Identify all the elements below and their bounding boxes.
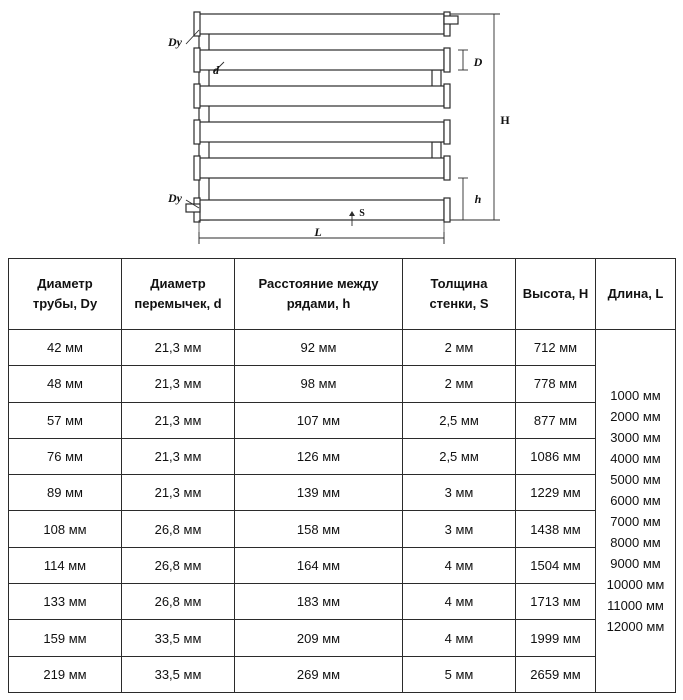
length-item: 2000 мм <box>610 408 661 424</box>
cell-h: 126 мм <box>235 438 403 474</box>
length-item: 8000 мм <box>610 535 661 551</box>
cell-d: 26,8 мм <box>122 511 235 547</box>
cell-height: 1999 мм <box>516 620 596 656</box>
header-height <box>516 259 596 330</box>
length-item: 12000 мм <box>606 619 665 635</box>
label-L: L <box>314 225 322 239</box>
header-diameter-pipe-line2: трубы, Dy <box>32 296 98 311</box>
header-row-spacing-line1: Расстояние между <box>258 275 379 291</box>
header-length <box>596 259 676 330</box>
register-diagram-svg <box>0 0 683 256</box>
length-item: 7000 мм <box>610 513 661 529</box>
flange-right-4 <box>444 120 450 144</box>
header-diameter-pipe <box>9 259 122 330</box>
length-item: 6000 мм <box>610 492 661 508</box>
cell-height: 712 мм <box>516 330 596 366</box>
cell-h: 139 мм <box>235 475 403 511</box>
label-dy-bottom: Dy <box>168 191 182 205</box>
cell-dy: 108 мм <box>9 511 122 547</box>
cell-h: 183 мм <box>235 584 403 620</box>
cell-d: 26,8 мм <box>122 584 235 620</box>
cell-height: 2659 мм <box>516 656 596 692</box>
flange-right-6 <box>444 198 450 222</box>
table-row <box>9 475 676 511</box>
table-row <box>9 620 676 656</box>
register-diagram <box>0 0 683 256</box>
cell-dy: 57 мм <box>9 402 122 438</box>
cell-height: 778 мм <box>516 366 596 402</box>
cell-h: 209 мм <box>235 620 403 656</box>
table-row <box>9 402 676 438</box>
cell-s: 2,5 мм <box>403 402 516 438</box>
flange-right-3 <box>444 84 450 108</box>
cell-length-list <box>596 330 676 693</box>
label-d: d <box>213 63 219 77</box>
outlet-stub-bottom <box>186 204 200 212</box>
cell-d: 21,3 мм <box>122 438 235 474</box>
label-S: S <box>359 208 365 219</box>
cell-s: 3 мм <box>403 511 516 547</box>
flange-left-4 <box>194 120 200 144</box>
cell-d: 26,8 мм <box>122 547 235 583</box>
label-D: D <box>473 55 483 69</box>
cell-h: 158 мм <box>235 511 403 547</box>
header-diameter-jumpers-line1: Диаметр <box>150 275 206 291</box>
leader-dy-top <box>186 30 199 44</box>
cell-h: 164 мм <box>235 547 403 583</box>
header-length-line1: Длина, L <box>607 285 664 301</box>
cell-h: 98 мм <box>235 366 403 402</box>
flange-right-5 <box>444 156 450 180</box>
header-diameter-jumpers-line2: перемычек, d <box>134 296 222 311</box>
pipe-row-6 <box>199 200 444 220</box>
header-diameter-jumpers <box>122 259 235 330</box>
length-item: 1000 мм <box>610 387 661 403</box>
cell-s: 5 мм <box>403 656 516 692</box>
pipe-row-3 <box>199 86 444 106</box>
table-header <box>9 259 676 330</box>
length-item: 10000 мм <box>606 577 665 593</box>
table-row <box>9 366 676 402</box>
pipe-row-2 <box>199 50 444 70</box>
cell-s: 3 мм <box>403 475 516 511</box>
table-row <box>9 656 676 692</box>
cell-dy: 219 мм <box>9 656 122 692</box>
cell-s: 4 мм <box>403 547 516 583</box>
cell-d: 21,3 мм <box>122 402 235 438</box>
cell-height: 1086 мм <box>516 438 596 474</box>
header-wall-thickness <box>403 259 516 330</box>
cell-dy: 114 мм <box>9 547 122 583</box>
cell-dy: 133 мм <box>9 584 122 620</box>
header-wall-thickness-line2: стенки, S <box>429 296 489 311</box>
header-row-spacing-line2: рядами, h <box>286 296 351 311</box>
cell-height: 1438 мм <box>516 511 596 547</box>
cell-height: 1504 мм <box>516 547 596 583</box>
cell-s: 2 мм <box>403 330 516 366</box>
length-item: 5000 мм <box>610 471 661 487</box>
cell-dy: 42 мм <box>9 330 122 366</box>
cell-h: 269 мм <box>235 656 403 692</box>
header-row-spacing <box>235 259 403 330</box>
cell-dy: 89 мм <box>9 475 122 511</box>
flange-left-5 <box>194 156 200 180</box>
table-row <box>9 330 676 366</box>
cell-height: 1229 мм <box>516 475 596 511</box>
cell-dy: 48 мм <box>9 366 122 402</box>
cell-s: 4 мм <box>403 620 516 656</box>
length-item: 9000 мм <box>610 556 661 572</box>
cell-dy: 159 мм <box>9 620 122 656</box>
cell-d: 33,5 мм <box>122 656 235 692</box>
flange-left-2 <box>194 48 200 72</box>
cell-s: 4 мм <box>403 584 516 620</box>
table-row <box>9 547 676 583</box>
table-row <box>9 584 676 620</box>
flange-left-3 <box>194 84 200 108</box>
header-wall-thickness-line1: Толщина <box>430 275 488 291</box>
cell-s: 2,5 мм <box>403 438 516 474</box>
cell-h: 92 мм <box>235 330 403 366</box>
label-h: h <box>474 192 482 206</box>
cell-height: 1713 мм <box>516 584 596 620</box>
cell-height: 877 мм <box>516 402 596 438</box>
label-dy-top: Dy <box>168 35 182 49</box>
pipe-row-1 <box>199 14 444 34</box>
flange-right-2 <box>444 48 450 72</box>
header-diameter-pipe-line1: Диаметр <box>37 275 93 291</box>
table-row <box>9 438 676 474</box>
cell-d: 21,3 мм <box>122 366 235 402</box>
length-item: 3000 мм <box>610 429 661 445</box>
table-body <box>9 330 676 693</box>
pipe-row-5 <box>199 158 444 178</box>
table-row <box>9 511 676 547</box>
cell-h: 107 мм <box>235 402 403 438</box>
inlet-stub-top <box>444 16 458 24</box>
cell-d: 21,3 мм <box>122 475 235 511</box>
pipe-row-4 <box>199 122 444 142</box>
cell-s: 2 мм <box>403 366 516 402</box>
cell-d: 33,5 мм <box>122 620 235 656</box>
header-height-line1: Высота, H <box>522 285 589 301</box>
spec-table <box>8 258 676 693</box>
header-row <box>9 259 676 330</box>
cell-dy: 76 мм <box>9 438 122 474</box>
length-item: 11000 мм <box>607 598 664 614</box>
spec-table-container <box>8 258 675 693</box>
length-item: 4000 мм <box>610 450 661 466</box>
label-H: H <box>500 113 510 127</box>
cell-d: 21,3 мм <box>122 330 235 366</box>
